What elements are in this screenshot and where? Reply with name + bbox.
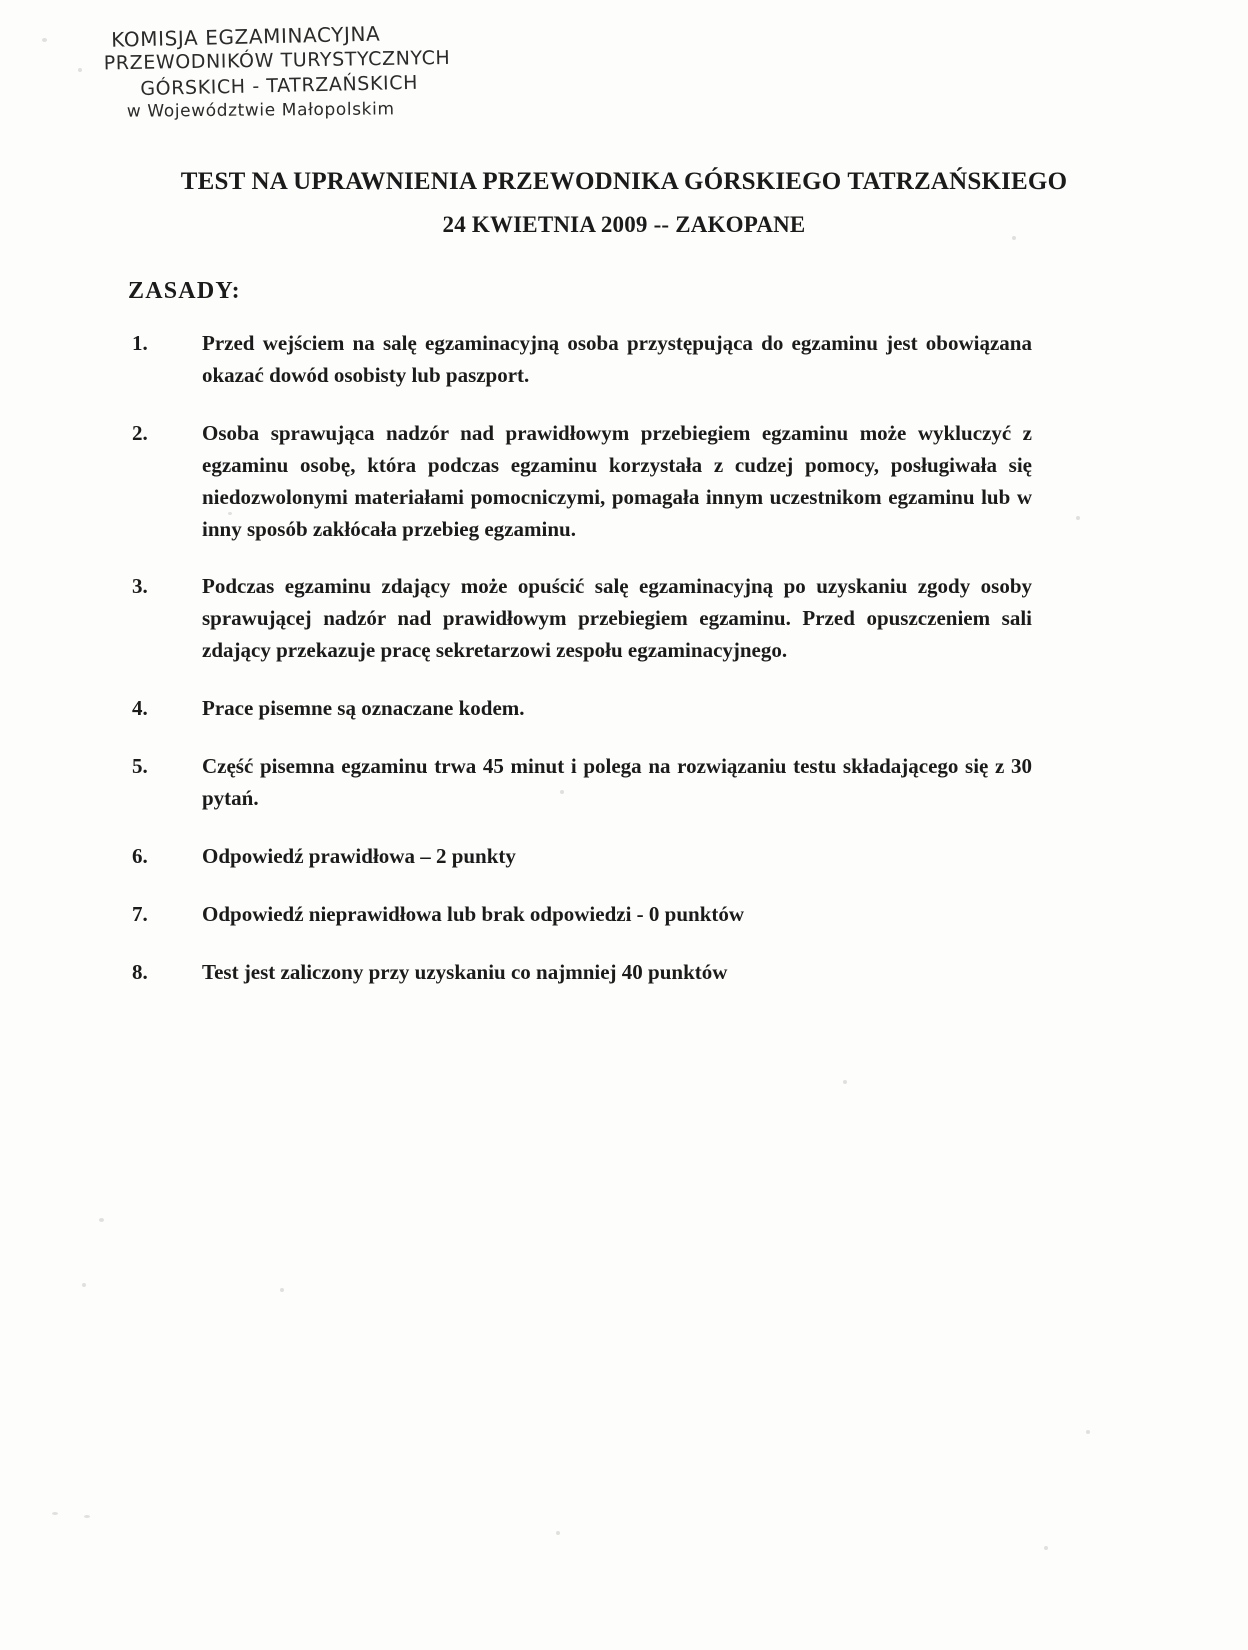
rules-heading: ZASADY: — [128, 278, 241, 304]
rule-text: Podczas egzaminu zdający może opuścić salę egzaminacyjną po uzyskaniu zgody osoby sprawującej nadzór nad prawidłowym przebiegiem egzaminu. Przed opuszczeniem sali zdający przekazuje pracę sekretarzowi zespołu egzaminacyjnego. — [202, 574, 1032, 663]
rule-item — [132, 571, 1032, 667]
rule-number: 5. — [132, 754, 148, 779]
rules-list — [132, 328, 1032, 1015]
rule-item — [132, 751, 1032, 815]
rule-text: Odpowiedź prawidłowa – 2 punkty — [202, 843, 516, 868]
letterhead-line-2: PRZEWODNIKÓW TURYSTYCZNYCH — [103, 47, 451, 75]
document-title: TEST NA UPRAWNIENIA PRZEWODNIKA GÓRSKIEGO TATRZAŃSKIEGO — [180, 168, 1068, 195]
letterhead-line-4: w Województwie Małopolskim — [126, 98, 395, 122]
scan-speck — [52, 1512, 58, 1515]
scan-speck — [280, 1288, 284, 1292]
letterhead-line-1: KOMISJA EGZAMINACYJNA — [110, 21, 381, 52]
rule-item — [132, 693, 1032, 725]
letterhead-line-3: GÓRSKICH - TATRZAŃSKICH — [140, 72, 419, 101]
rule-number: 7. — [132, 901, 148, 926]
scan-speck — [843, 1080, 847, 1084]
scan-speck — [78, 68, 82, 72]
rule-number: 6. — [132, 843, 148, 868]
rule-number: 4. — [132, 696, 148, 721]
rule-text: Osoba sprawująca nadzór nad prawidłowym przebiegiem egzaminu może wykluczyć z egzaminu osobę, która podczas egzaminu korzystała z cudzej pomocy, posługiwała się niedozwolonymi materiałami pomocniczymi, pomagała innym uczestnikom egzaminu lub w inny sposób zakłócała przebieg egzaminu. — [202, 420, 1032, 541]
letterhead-stamp — [103, 17, 535, 126]
scan-speck — [1044, 1546, 1048, 1550]
scan-speck — [84, 1515, 90, 1518]
scan-speck — [42, 38, 47, 42]
document-subtitle: 24 KWIETNIA 2009 -- ZAKOPANE — [442, 212, 806, 237]
rule-item — [132, 899, 1032, 931]
rule-text: Część pisemna egzaminu trwa 45 minut i polega na rozwiązaniu testu składającego się z 30 pytań. — [202, 754, 1032, 810]
rule-number: 2. — [132, 420, 148, 445]
rule-text: Test jest zaliczony przy uzyskaniu co najmniej 40 punktów — [202, 959, 728, 984]
rule-item — [132, 957, 1032, 989]
rule-number: 1. — [132, 331, 148, 355]
scan-speck — [99, 1218, 104, 1222]
rule-text: Odpowiedź nieprawidłowa lub brak odpowiedzi - 0 punktów — [202, 901, 745, 926]
scan-speck — [556, 1531, 560, 1535]
rule-item — [132, 418, 1032, 546]
rule-item — [132, 841, 1032, 873]
scan-speck — [82, 1283, 86, 1287]
scan-speck — [1086, 1430, 1090, 1434]
rule-number: 8. — [132, 959, 148, 984]
rule-number: 3. — [132, 574, 148, 599]
rule-text: Prace pisemne są oznaczane kodem. — [202, 696, 525, 721]
scan-speck — [1076, 516, 1080, 520]
rule-item — [132, 328, 1032, 392]
title-block — [0, 168, 1248, 238]
rule-text: Przed wejściem na salę egzaminacyjną osoba przystępująca do egzaminu jest obowiązana okazać dowód osobisty lub paszport. — [202, 331, 1032, 387]
